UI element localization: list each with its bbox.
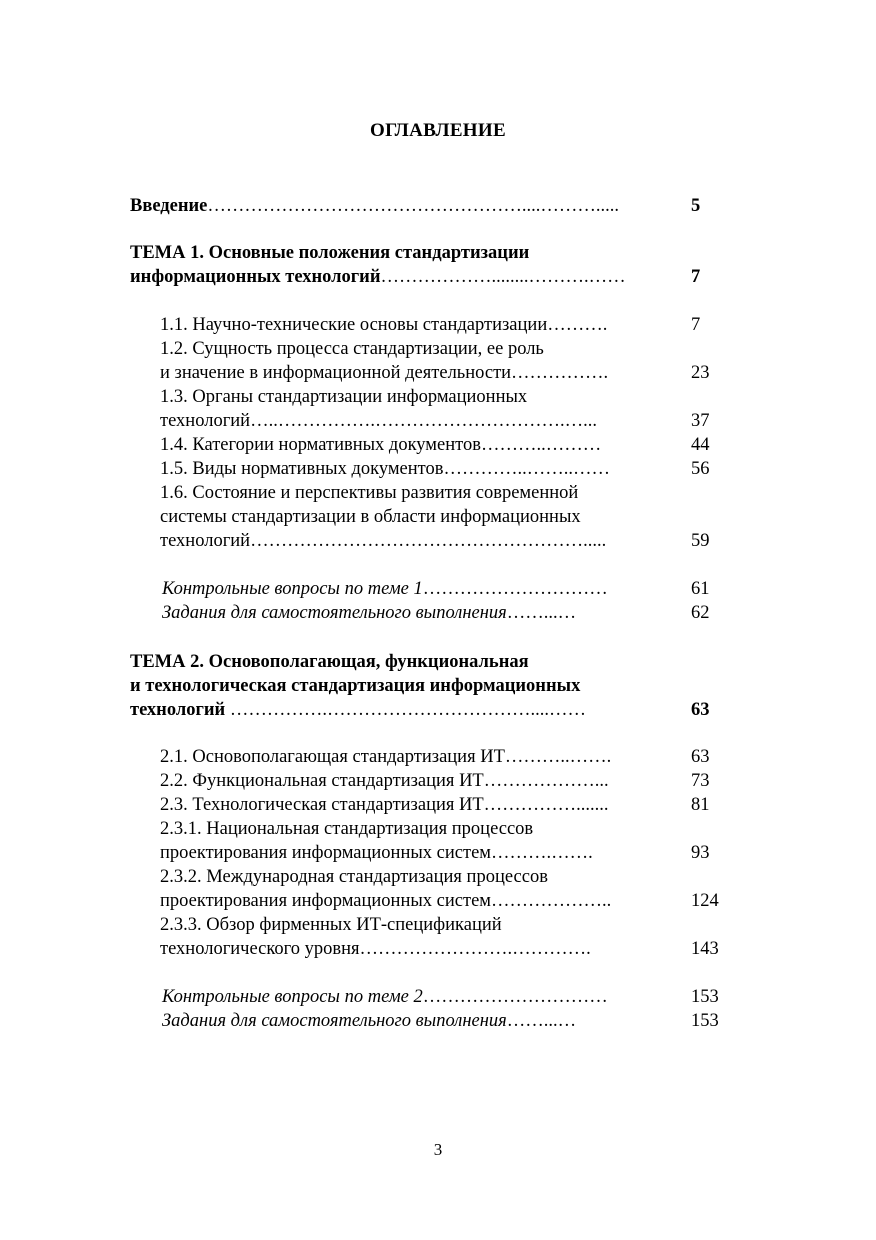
toc-leader-dots: ………………........……….…… (380, 267, 626, 287)
toc-topic-heading-line: ТЕМА 1. Основные положения стандартизации (130, 243, 530, 263)
toc-leader-dots: ……...… (506, 603, 577, 623)
toc-entry-questions-1[interactable] (162, 577, 608, 601)
toc-entry-page: 56 (691, 459, 710, 479)
toc-entry-page: 37 (691, 411, 710, 431)
toc-entry-line: 1.5. Виды нормативных документов…………..……..…… (160, 459, 610, 479)
toc-entry-line: 2.3.2. Международная стандартизация процессов (160, 867, 548, 887)
toc-entry-line: 1.1. Научно-технические основы стандартизации………. (160, 315, 608, 335)
toc-entry-line: 1.2. Сущность процесса стандартизации, ее роль (160, 339, 544, 359)
toc-leader-dots: ……...… (506, 1011, 577, 1031)
toc-entry-line: технологического уровня…………………….…………. (160, 939, 591, 959)
toc-entry-line: 2.1. Основополагающая стандартизация ИТ………..……. (160, 747, 612, 767)
toc-entry-line: 1.6. Состояние и перспективы развития современной (160, 483, 579, 503)
toc-leader-dots: ……………………………………………....………..... (207, 196, 620, 216)
toc-entry-line: и значение в информационной деятельности……………. (160, 363, 609, 383)
toc-entry-page: 7 (691, 315, 701, 335)
toc-leader-dots: …………….……………………………....…… (225, 700, 586, 720)
toc-entry-line: 1.3. Органы стандартизации информационных (160, 387, 528, 407)
toc-entry-line: проектирования информационных систем……………….. (160, 891, 612, 911)
toc-entry-questions-2[interactable] (162, 985, 608, 1009)
toc-leader-dots: ………………………… (422, 987, 608, 1007)
toc-entry-page: 44 (691, 435, 710, 455)
toc-entry-page: 5 (691, 196, 701, 216)
toc-entry-page: 62 (691, 603, 710, 623)
toc-entry-line: 2.3.1. Национальная стандартизация процессов (160, 819, 534, 839)
toc-entry-title: Контрольные вопросы по теме 2 (162, 987, 423, 1007)
toc-entry-page: 143 (691, 939, 719, 959)
toc-entry-page: 59 (691, 531, 710, 551)
toc-entry-title: Задания для самостоятельного выполнения (162, 603, 507, 623)
toc-entry-line: 2.3. Технологическая стандартизация ИТ……………....... (160, 795, 609, 815)
toc-topic-page: 7 (691, 267, 701, 287)
toc-entry-intro[interactable] (130, 194, 619, 218)
toc-topic-heading-text: информационных технологий (130, 267, 381, 287)
toc-entry-line: технологий…..…………….………………………….…... (160, 411, 597, 431)
toc-leader-dots: ………………………… (422, 579, 608, 599)
toc-entry-line: технологий………………………………………………..... (160, 531, 607, 551)
toc-entry-title: Введение (130, 196, 208, 216)
toc-entry-page: 23 (691, 363, 710, 383)
toc-topic-heading-line: и технологическая стандартизация информационных (130, 676, 581, 696)
toc-topic-heading-line (130, 265, 626, 289)
page-number: 3 (433, 1140, 443, 1159)
toc-entry-line: 2.3.3. Обзор фирменных ИТ-спецификаций (160, 915, 502, 935)
toc-topic-heading-line: ТЕМА 2. Основополагающая, функциональная (130, 652, 529, 672)
toc-entry-tasks-2[interactable] (162, 1009, 576, 1033)
toc-entry-line: проектирования информационных систем……….……. (160, 843, 593, 863)
toc-entry-title: Контрольные вопросы по теме 1 (162, 579, 423, 599)
toc-entry-title: Задания для самостоятельного выполнения (162, 1011, 507, 1031)
toc-entry-page: 153 (691, 1011, 719, 1031)
toc-entry-tasks-1[interactable] (162, 601, 576, 625)
toc-entry-page: 73 (691, 771, 710, 791)
toc-entry-page: 63 (691, 747, 710, 767)
toc-entry-page: 153 (691, 987, 719, 1007)
toc-topic-page: 63 (691, 700, 710, 720)
toc-entry-line: 2.2. Функциональная стандартизация ИТ………………... (160, 771, 609, 791)
toc-entry-line: 1.4. Категории нормативных документов………..……… (160, 435, 602, 455)
toc-entry-page: 93 (691, 843, 710, 863)
toc-topic-heading-text: технологий (130, 700, 226, 720)
toc-entry-line: системы стандартизации в области информационных (160, 507, 581, 527)
toc-topic-heading-line (130, 698, 586, 722)
toc-entry-page: 81 (691, 795, 710, 815)
toc-entry-page: 61 (691, 579, 710, 599)
page-title: ОГЛАВЛЕНИЕ (370, 120, 506, 141)
toc-entry-page: 124 (691, 891, 719, 911)
